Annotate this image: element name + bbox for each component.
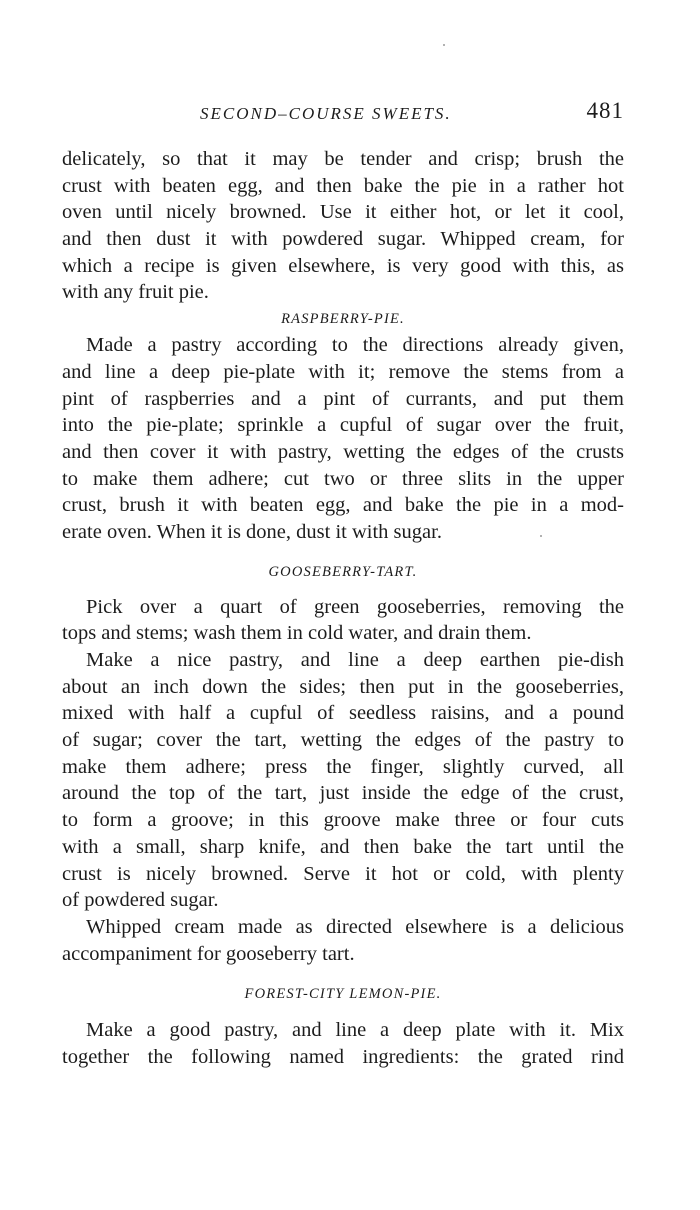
text-line: Pick over a quart of green gooseberries, removing the (86, 595, 624, 618)
text-line: to form a groove; in this groove make three or four cuts (62, 809, 624, 832)
text-line: crust is nicely browned. Serve it hot or cold, with plenty (62, 862, 624, 885)
text-line: oven until nicely browned. Use it either hot, or let it cool, (62, 201, 624, 224)
text-line: about an inch down the sides; then put in the gooseberries, (62, 675, 624, 698)
recipe-heading: FOREST-CITY LEMON-PIE. (244, 986, 442, 1003)
text-line: tops and stems; wash them in cold water, and drain them. (62, 622, 532, 645)
text-line: Made a pastry according to the directions already given, (86, 334, 624, 357)
text-line: crust, brush it with beaten egg, and bake the pie in a mod- (62, 494, 624, 517)
text-line: Whipped cream made as directed elsewhere is a delicious (86, 915, 624, 938)
text-line: Make a good pastry, and line a deep plate with it. Mix (86, 1019, 624, 1042)
recipe-heading: GOOSEBERRY-TART. (268, 563, 418, 580)
text-line: into the pie-plate; sprinkle a cupful of sugar over the fruit, (62, 414, 624, 437)
paper-speck (443, 44, 445, 46)
text-line: mixed with half a cupful of seedless raisins, and a pound (62, 702, 624, 725)
text-line: to make them adhere; cut two or three slits in the upper (62, 467, 624, 490)
text-line: and then cover it with pastry, wetting the edges of the crusts (62, 440, 624, 463)
text-line: Make a nice pastry, and line a deep earthen pie-dish (86, 649, 624, 671)
text-line: which a recipe is given elsewhere, is very good with this, as (62, 254, 624, 277)
text-line: erate oven. When it is done, dust it with sugar. (62, 520, 442, 543)
text-line: make them adhere; press the finger, slightly curved, all (62, 755, 624, 778)
recipe-heading: RASPBERRY-PIE. (281, 311, 405, 328)
text-line: crust with beaten egg, and then bake the pie in a rather hot (62, 174, 624, 197)
text-line: of powdered sugar. (62, 889, 219, 912)
text-line: delicately, so that it may be tender and crisp; brush the (62, 148, 624, 170)
page-number: 481 (586, 98, 624, 123)
text-line: accompaniment for gooseberry tart. (62, 942, 355, 965)
text-line: with a small, sharp knife, and then bake the tart until the (62, 835, 624, 858)
text-line: with any fruit pie. (62, 281, 209, 304)
text-line: together the following named ingredients: the grated rind (62, 1045, 624, 1068)
text-line: and line a deep pie-plate with it; remove the stems from a (62, 360, 624, 383)
text-line: and then dust it with powdered sugar. Whipped cream, for (62, 228, 624, 251)
text-line: of sugar; cover the tart, wetting the edges of the pastry to (62, 729, 624, 752)
page-body-text (62, 146, 624, 1071)
text-line: around the top of the tart, just inside the edge of the crust, (62, 782, 624, 805)
running-head: SECOND–COURSE SWEETS. (200, 104, 452, 123)
text-line: pint of raspberries and a pint of currants, and put them (62, 387, 624, 410)
page-header (62, 98, 624, 130)
